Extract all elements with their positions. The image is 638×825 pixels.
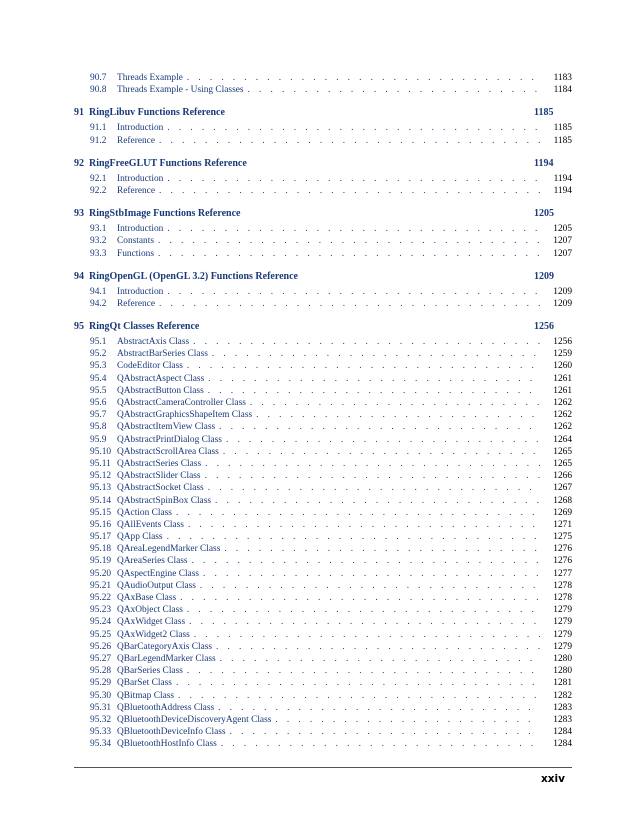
- toc-section: [74, 319, 572, 750]
- entry-title-link[interactable]: QAbstractCameraController Class: [117, 398, 246, 408]
- chapter-heading[interactable]: [74, 269, 572, 284]
- dot-leader: [159, 135, 540, 147]
- entry-number: 92.2: [90, 185, 107, 196]
- entry-title-link[interactable]: Threads Example - Using Classes: [117, 85, 244, 96]
- entry-page-number: 1275: [553, 532, 572, 543]
- chapter-heading[interactable]: [74, 319, 572, 334]
- dot-leader: [193, 336, 540, 348]
- toc-entry[interactable]: [74, 446, 572, 458]
- dot-leader: [224, 543, 540, 555]
- entry-page-number: 1279: [553, 629, 572, 640]
- chapter-number: 93: [74, 208, 84, 220]
- dot-leader: [167, 173, 540, 185]
- toc-entry[interactable]: [74, 248, 572, 260]
- entry-page-number: 1284: [553, 727, 572, 738]
- chapter-title-link[interactable]: RingLibuv Functions Reference: [89, 107, 225, 119]
- entry-number: 95.23: [90, 605, 112, 616]
- entry-page-number: 1260: [553, 361, 572, 372]
- entry-title-link[interactable]: QAreaSeries Class: [117, 556, 188, 567]
- entry-page-number: 1276: [553, 556, 572, 567]
- entry-number: 95.7: [90, 410, 107, 421]
- entry-number: 95.10: [90, 446, 112, 457]
- entry-title-link[interactable]: QAbstractSlider Class: [117, 471, 201, 482]
- chapter-page-number: 1256: [534, 321, 554, 333]
- entry-page-number: 1277: [553, 568, 572, 579]
- entry-page-number: 1265: [553, 458, 572, 469]
- entry-page-number: 1262: [553, 398, 572, 408]
- toc-entry[interactable]: [74, 458, 572, 470]
- entry-number: 95.5: [90, 385, 107, 396]
- toc-entry[interactable]: [74, 592, 572, 604]
- chapter-page-number: 1185: [534, 107, 554, 119]
- entry-page-number: 1284: [553, 739, 572, 750]
- entry-title-link[interactable]: QBarLegendMarker Class: [117, 653, 216, 664]
- dot-leader: [219, 421, 540, 433]
- entry-number: 95.14: [90, 495, 112, 506]
- dot-leader: [221, 738, 540, 750]
- toc-entry[interactable]: [74, 543, 572, 555]
- dot-leader: [212, 348, 540, 360]
- entry-page-number: 1283: [553, 714, 572, 725]
- toc-entry[interactable]: [74, 173, 572, 185]
- entry-number: 95.17: [90, 532, 112, 543]
- entry-title-link[interactable]: QAbstractButton Class: [117, 385, 204, 396]
- entry-number: 95.21: [90, 580, 112, 591]
- entry-page-number: 1281: [553, 678, 572, 689]
- chapter-heading[interactable]: [74, 156, 572, 171]
- dot-leader: [256, 409, 540, 421]
- entry-number: 95.33: [90, 727, 112, 738]
- toc-entry[interactable]: [74, 604, 572, 616]
- entry-page-number: 1268: [553, 495, 572, 506]
- entry-number: 91.2: [90, 135, 107, 146]
- dot-leader: [223, 446, 540, 458]
- entry-page-number: 1266: [553, 471, 572, 482]
- entry-number: 92.1: [90, 173, 107, 184]
- chapter-title-link[interactable]: RingQt Classes Reference: [89, 321, 200, 333]
- entry-title-link[interactable]: QBarSeries Class: [117, 666, 183, 677]
- toc-entry[interactable]: [74, 336, 572, 348]
- entry-number: 95.13: [90, 483, 112, 494]
- entry-title-link[interactable]: AbstractAxis Class: [117, 337, 190, 348]
- entry-page-number: 1262: [553, 410, 572, 421]
- entry-title-link[interactable]: QBarCategoryAxis Class: [117, 641, 213, 652]
- entry-number: 95.26: [90, 641, 112, 652]
- toc-entry[interactable]: [74, 677, 572, 689]
- entry-page-number: 1265: [553, 446, 572, 457]
- toc-entry[interactable]: [74, 616, 572, 628]
- entry-number: 95.32: [90, 714, 112, 725]
- toc-entry[interactable]: [74, 72, 572, 84]
- entry-title-link[interactable]: Reference: [117, 185, 155, 196]
- dot-leader: [167, 531, 540, 543]
- entry-page-number: 1271: [553, 519, 572, 530]
- entry-page-number: 1278: [553, 593, 572, 603]
- dot-leader: [250, 397, 540, 409]
- entry-page-number: 1264: [553, 434, 572, 445]
- entry-title-link[interactable]: Introduction: [117, 224, 164, 235]
- entry-number: 95.28: [90, 666, 112, 677]
- toc-entry[interactable]: [74, 360, 572, 372]
- entry-title-link[interactable]: QAbstractGraphicsShapeItem Class: [117, 410, 253, 421]
- toc-section: [74, 105, 572, 146]
- chapter-page-number: 1209: [534, 270, 554, 282]
- entry-title-link[interactable]: QAbstractAspect Class: [117, 373, 205, 384]
- entry-title-link[interactable]: Threads Example: [117, 73, 183, 83]
- toc-entry[interactable]: [74, 690, 572, 702]
- dot-leader: [159, 185, 540, 197]
- entry-number: 95.1: [90, 337, 107, 348]
- chapter-heading[interactable]: [74, 105, 572, 120]
- entry-number: 94.1: [90, 286, 107, 297]
- entry-title-link[interactable]: Reference: [117, 135, 155, 146]
- dot-leader: [178, 690, 540, 702]
- dot-leader: [220, 653, 540, 665]
- toc-entry[interactable]: [74, 135, 572, 147]
- table-of-contents: [74, 72, 572, 750]
- entry-number: 90.7: [90, 73, 107, 83]
- entry-page-number: 1207: [553, 236, 572, 247]
- entry-page-number: 1256: [553, 337, 572, 348]
- toc-entry[interactable]: [74, 665, 572, 677]
- toc-entry[interactable]: [74, 482, 572, 494]
- toc-entry[interactable]: [74, 702, 572, 714]
- entry-title-link[interactable]: QBarSet Class: [117, 678, 172, 689]
- chapter-number: 95: [74, 321, 84, 333]
- entry-page-number: 1185: [553, 135, 572, 146]
- entry-title-link[interactable]: QBluetoothHostInfo Class: [117, 739, 217, 750]
- dot-leader: [158, 248, 540, 260]
- entry-page-number: 1205: [553, 224, 572, 235]
- entry-title-link[interactable]: QAxWidget Class: [117, 617, 186, 628]
- dot-leader: [159, 298, 540, 310]
- dot-leader: [208, 385, 540, 397]
- chapter-number: 94: [74, 270, 84, 282]
- entry-number: 95.9: [90, 434, 107, 445]
- chapter-title-link[interactable]: RingFreeGLUT Functions Reference: [89, 157, 247, 169]
- dot-leader: [216, 641, 540, 653]
- dot-leader: [248, 84, 540, 96]
- dot-leader: [215, 495, 540, 507]
- toc-entry[interactable]: [74, 653, 572, 665]
- entry-number: 95.2: [90, 349, 107, 360]
- entry-number: 95.8: [90, 422, 107, 433]
- toc-entry[interactable]: [74, 397, 572, 409]
- toc-entry[interactable]: [74, 507, 572, 519]
- entry-title-link[interactable]: QAreaLegendMarker Class: [117, 544, 221, 555]
- entry-title-link[interactable]: Constants: [117, 236, 154, 247]
- toc-section: [74, 156, 572, 197]
- entry-number: 95.24: [90, 617, 112, 628]
- toc-entry[interactable]: [74, 519, 572, 531]
- entry-number: 93.3: [90, 248, 107, 259]
- toc-entry[interactable]: [74, 421, 572, 433]
- entry-page-number: 1184: [553, 85, 572, 96]
- entry-title-link[interactable]: QAction Class: [117, 507, 172, 518]
- chapter-page-number: 1205: [534, 208, 554, 220]
- entry-title-link[interactable]: QBitmap Class: [117, 690, 175, 701]
- dot-leader: [167, 286, 540, 298]
- dot-leader: [203, 568, 540, 580]
- entry-page-number: 1262: [553, 422, 572, 433]
- toc-entry[interactable]: [74, 580, 572, 592]
- entry-number: 95.3: [90, 361, 107, 372]
- dot-leader: [208, 482, 540, 494]
- dot-leader: [230, 726, 540, 738]
- entry-title-link[interactable]: QApp Class: [117, 532, 163, 543]
- entry-number: 93.2: [90, 236, 107, 247]
- entry-page-number: 1209: [553, 298, 572, 309]
- entry-page-number: 1283: [553, 702, 572, 713]
- entry-page-number: 1282: [553, 690, 572, 701]
- entry-number: 91.1: [90, 123, 107, 134]
- entry-title-link[interactable]: QAxObject Class: [117, 605, 183, 616]
- toc-entry[interactable]: [74, 555, 572, 567]
- entry-title-link[interactable]: QBluetoothDeviceDiscoveryAgent Class: [117, 714, 272, 725]
- entry-number: 95.34: [90, 739, 112, 750]
- entry-title-link[interactable]: QAbstractSpinBox Class: [117, 495, 212, 506]
- entry-number: 94.2: [90, 298, 107, 309]
- dot-leader: [218, 702, 540, 714]
- entry-title-link[interactable]: QAbstractScrollArea Class: [117, 446, 219, 457]
- toc-entry[interactable]: [74, 373, 572, 385]
- chapter-page-number: 1194: [534, 157, 554, 169]
- dot-leader: [180, 592, 540, 604]
- entry-number: 95.25: [90, 629, 112, 640]
- entry-page-number: 1269: [553, 507, 572, 518]
- entry-page-number: 1261: [553, 385, 572, 396]
- entry-page-number: 1280: [553, 666, 572, 677]
- toc-entry[interactable]: [74, 185, 572, 197]
- chapter-heading[interactable]: [74, 206, 572, 221]
- entry-page-number: 1279: [553, 617, 572, 628]
- entry-number: 95.16: [90, 519, 112, 530]
- page-number: xxiv: [541, 773, 565, 785]
- entry-page-number: 1267: [553, 483, 572, 494]
- entry-page-number: 1276: [553, 544, 572, 555]
- entry-number: 95.29: [90, 678, 112, 689]
- dot-leader: [205, 470, 540, 482]
- toc-entry[interactable]: [74, 223, 572, 235]
- dot-leader: [187, 604, 540, 616]
- toc-entry[interactable]: [74, 235, 572, 247]
- entry-number: 95.27: [90, 653, 112, 664]
- dot-leader: [205, 458, 540, 470]
- chapter-number: 92: [74, 157, 84, 169]
- dot-leader: [167, 223, 540, 235]
- entry-page-number: 1279: [553, 605, 572, 616]
- toc-entry[interactable]: [74, 286, 572, 298]
- entry-number: 95.12: [90, 471, 112, 482]
- toc-entry[interactable]: [74, 409, 572, 421]
- entry-number: 95.20: [90, 568, 112, 579]
- toc-entry[interactable]: [74, 641, 572, 653]
- entry-page-number: 1207: [553, 248, 572, 259]
- toc-entry[interactable]: [74, 385, 572, 397]
- entry-page-number: 1194: [553, 173, 572, 184]
- toc-section: [74, 72, 572, 96]
- entry-page-number: 1279: [553, 641, 572, 652]
- entry-title-link[interactable]: QAllEvents Class: [117, 519, 184, 530]
- dot-leader: [188, 519, 540, 531]
- toc-entry[interactable]: [74, 568, 572, 580]
- entry-number: 95.19: [90, 556, 112, 567]
- dot-leader: [187, 72, 540, 84]
- entry-title-link[interactable]: Functions: [117, 248, 154, 259]
- dot-leader: [187, 665, 540, 677]
- entry-number: 95.6: [90, 398, 107, 408]
- entry-page-number: 1278: [553, 580, 572, 591]
- toc-entry[interactable]: [74, 470, 572, 482]
- entry-page-number: 1259: [553, 349, 572, 360]
- entry-title-link[interactable]: QAbstractItemView Class: [117, 422, 216, 433]
- dot-leader: [208, 373, 540, 385]
- dot-leader: [192, 555, 540, 567]
- entry-title-link[interactable]: Introduction: [117, 286, 164, 297]
- toc-section: [74, 269, 572, 310]
- footer-divider: [74, 767, 572, 768]
- entry-number: 90.8: [90, 85, 107, 96]
- toc-entry[interactable]: [74, 298, 572, 310]
- entry-page-number: 1194: [553, 185, 572, 196]
- entry-title-link[interactable]: CodeEditor Class: [117, 361, 183, 372]
- toc-entry[interactable]: [74, 434, 572, 446]
- entry-page-number: 1209: [553, 286, 572, 297]
- toc-entry[interactable]: [74, 122, 572, 134]
- chapter-title-link[interactable]: RingStbImage Functions Reference: [89, 208, 241, 220]
- toc-entry[interactable]: [74, 714, 572, 726]
- entry-title-link[interactable]: Introduction: [117, 123, 164, 134]
- toc-entry[interactable]: [74, 629, 572, 641]
- entry-title-link[interactable]: QAbstractSocket Class: [117, 483, 204, 494]
- entry-title-link[interactable]: QAbstractPrintDialog Class: [117, 434, 222, 445]
- entry-title-link[interactable]: QBluetoothAddress Class: [117, 702, 215, 713]
- entry-number: 95.31: [90, 702, 112, 713]
- entry-title-link[interactable]: Reference: [117, 298, 155, 309]
- dot-leader: [176, 677, 540, 689]
- dot-leader: [226, 434, 540, 446]
- entry-page-number: 1183: [553, 73, 572, 83]
- entry-page-number: 1185: [553, 123, 572, 134]
- entry-title-link[interactable]: Introduction: [117, 173, 164, 184]
- entry-title-link[interactable]: QAxWidget2 Class: [117, 629, 190, 640]
- entry-title-link[interactable]: QAudioOutput Class: [117, 580, 196, 591]
- chapter-number: 91: [74, 107, 84, 119]
- entry-title-link[interactable]: AbstractBarSeries Class: [117, 349, 208, 360]
- entry-page-number: 1280: [553, 653, 572, 664]
- dot-leader: [275, 714, 540, 726]
- entry-number: 95.30: [90, 690, 112, 701]
- entry-page-number: 1261: [553, 373, 572, 384]
- entry-title-link[interactable]: QAspectEngine Class: [117, 568, 200, 579]
- dot-leader: [187, 360, 540, 372]
- entry-number: 93.1: [90, 224, 107, 235]
- toc-entry[interactable]: [74, 495, 572, 507]
- entry-title-link[interactable]: QAbstractSeries Class: [117, 458, 202, 469]
- entry-number: 95.18: [90, 544, 112, 555]
- toc-entry[interactable]: [74, 531, 572, 543]
- entry-number: 95.15: [90, 507, 112, 518]
- entry-title-link[interactable]: QAxBase Class: [117, 593, 177, 603]
- dot-leader: [200, 580, 540, 592]
- entry-number: 95.4: [90, 373, 107, 384]
- dot-leader: [189, 616, 540, 628]
- entry-title-link[interactable]: QBluetoothDeviceInfo Class: [117, 727, 226, 738]
- toc-entry[interactable]: [74, 738, 572, 750]
- chapter-title-link[interactable]: RingOpenGL (OpenGL 3.2) Functions Reference: [89, 270, 298, 282]
- dot-leader: [167, 122, 540, 134]
- toc-entry[interactable]: [74, 726, 572, 738]
- entry-number: 95.22: [90, 593, 112, 603]
- dot-leader: [194, 629, 540, 641]
- entry-number: 95.11: [90, 458, 111, 469]
- toc-section: [74, 206, 572, 260]
- dot-leader: [158, 235, 540, 247]
- toc-entry[interactable]: [74, 348, 572, 360]
- dot-leader: [176, 507, 540, 519]
- toc-entry[interactable]: [74, 84, 572, 96]
